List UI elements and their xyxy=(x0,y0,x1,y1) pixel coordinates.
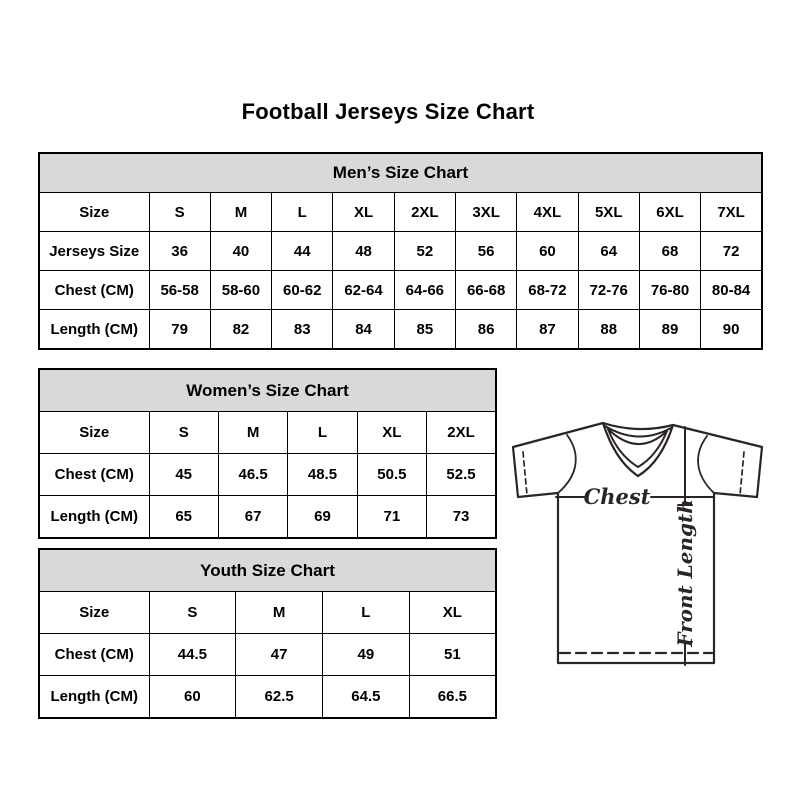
table-row xyxy=(39,676,496,719)
table-title-row xyxy=(39,153,762,193)
table-row xyxy=(39,232,762,271)
cell-value: 90 xyxy=(701,310,762,350)
table-row xyxy=(39,193,762,232)
cell-value: 51 xyxy=(409,634,496,676)
cell-value: L xyxy=(288,412,357,454)
cell-value: 47 xyxy=(236,634,323,676)
table-row xyxy=(39,271,762,310)
cell-value: 48.5 xyxy=(288,454,357,496)
cell-value: 44 xyxy=(272,232,333,271)
cell-value: 83 xyxy=(272,310,333,350)
table-row xyxy=(39,592,496,634)
front-length-label: Front Length xyxy=(673,499,697,647)
cell-value: XL xyxy=(333,193,394,232)
cell-value: M xyxy=(218,412,287,454)
row-label: Size xyxy=(39,193,149,232)
cell-value: 58-60 xyxy=(210,271,271,310)
page-title: Football Jerseys Size Chart xyxy=(241,99,535,124)
cell-value: 65 xyxy=(149,496,218,539)
cell-value: 88 xyxy=(578,310,639,350)
cell-value: 72-76 xyxy=(578,271,639,310)
cell-value: 2XL xyxy=(427,412,496,454)
row-label: Length (CM) xyxy=(39,676,149,719)
cell-value: 60 xyxy=(517,232,578,271)
cell-value: L xyxy=(323,592,410,634)
cell-value: L xyxy=(272,193,333,232)
cell-value: 73 xyxy=(427,496,496,539)
row-label: Chest (CM) xyxy=(39,271,149,310)
youth-size-table xyxy=(38,548,497,719)
cell-value: M xyxy=(236,592,323,634)
cell-value: 86 xyxy=(455,310,516,350)
cell-value: 80-84 xyxy=(701,271,762,310)
womens-size-table xyxy=(38,368,497,539)
table-row xyxy=(39,454,496,496)
cell-value: 45 xyxy=(149,454,218,496)
jersey-body-outline xyxy=(513,423,762,663)
cell-value: 56 xyxy=(455,232,516,271)
cell-value: 4XL xyxy=(517,193,578,232)
cell-value: 72 xyxy=(701,232,762,271)
cell-value: S xyxy=(149,412,218,454)
table-row xyxy=(39,412,496,454)
cell-value: 50.5 xyxy=(357,454,426,496)
mens-size-table xyxy=(38,152,763,350)
cell-value: 71 xyxy=(357,496,426,539)
cell-value: 82 xyxy=(210,310,271,350)
table-row xyxy=(39,634,496,676)
cell-value: 40 xyxy=(210,232,271,271)
table-title-row xyxy=(39,549,496,592)
row-label: Length (CM) xyxy=(39,496,149,539)
row-label: Size xyxy=(39,592,149,634)
cell-value: 85 xyxy=(394,310,455,350)
cell-value: S xyxy=(149,592,236,634)
cell-value: 44.5 xyxy=(149,634,236,676)
row-label: Length (CM) xyxy=(39,310,149,350)
cell-value: M xyxy=(210,193,271,232)
cell-value: 46.5 xyxy=(218,454,287,496)
row-label: Chest (CM) xyxy=(39,454,149,496)
cell-value: 64.5 xyxy=(323,676,410,719)
cell-value: 66.5 xyxy=(409,676,496,719)
table-row xyxy=(39,496,496,539)
cell-value: 36 xyxy=(149,232,210,271)
table-row xyxy=(39,310,762,350)
cell-value: XL xyxy=(409,592,496,634)
cell-value: 87 xyxy=(517,310,578,350)
chest-label: Chest xyxy=(583,484,651,509)
cell-value: 49 xyxy=(323,634,410,676)
cell-value: 67 xyxy=(218,496,287,539)
cell-value: 79 xyxy=(149,310,210,350)
cell-value: 62.5 xyxy=(236,676,323,719)
cell-value: 84 xyxy=(333,310,394,350)
table-title: Women’s Size Chart xyxy=(39,369,496,412)
cell-value: S xyxy=(149,193,210,232)
cell-value: 76-80 xyxy=(639,271,700,310)
cell-value: 2XL xyxy=(394,193,455,232)
table-title: Men’s Size Chart xyxy=(39,153,762,193)
cell-value: 5XL xyxy=(578,193,639,232)
cell-value: 56-58 xyxy=(149,271,210,310)
cell-value: 6XL xyxy=(639,193,700,232)
cell-value: 68 xyxy=(639,232,700,271)
cell-value: 64 xyxy=(578,232,639,271)
jersey-outline-illustration xyxy=(500,405,768,673)
cell-value: 64-66 xyxy=(394,271,455,310)
cell-value: XL xyxy=(357,412,426,454)
table-title-row xyxy=(39,369,496,412)
cell-value: 66-68 xyxy=(455,271,516,310)
jersey-measurement-diagram xyxy=(500,405,768,673)
cell-value: 60 xyxy=(149,676,236,719)
cell-value: 7XL xyxy=(701,193,762,232)
cell-value: 89 xyxy=(639,310,700,350)
cell-value: 3XL xyxy=(455,193,516,232)
row-label: Chest (CM) xyxy=(39,634,149,676)
cell-value: 68-72 xyxy=(517,271,578,310)
row-label: Size xyxy=(39,412,149,454)
cell-value: 69 xyxy=(288,496,357,539)
cell-value: 60-62 xyxy=(272,271,333,310)
cell-value: 52.5 xyxy=(427,454,496,496)
cell-value: 52 xyxy=(394,232,455,271)
row-label: Jerseys Size xyxy=(39,232,149,271)
cell-value: 62-64 xyxy=(333,271,394,310)
cell-value: 48 xyxy=(333,232,394,271)
table-title: Youth Size Chart xyxy=(39,549,496,592)
